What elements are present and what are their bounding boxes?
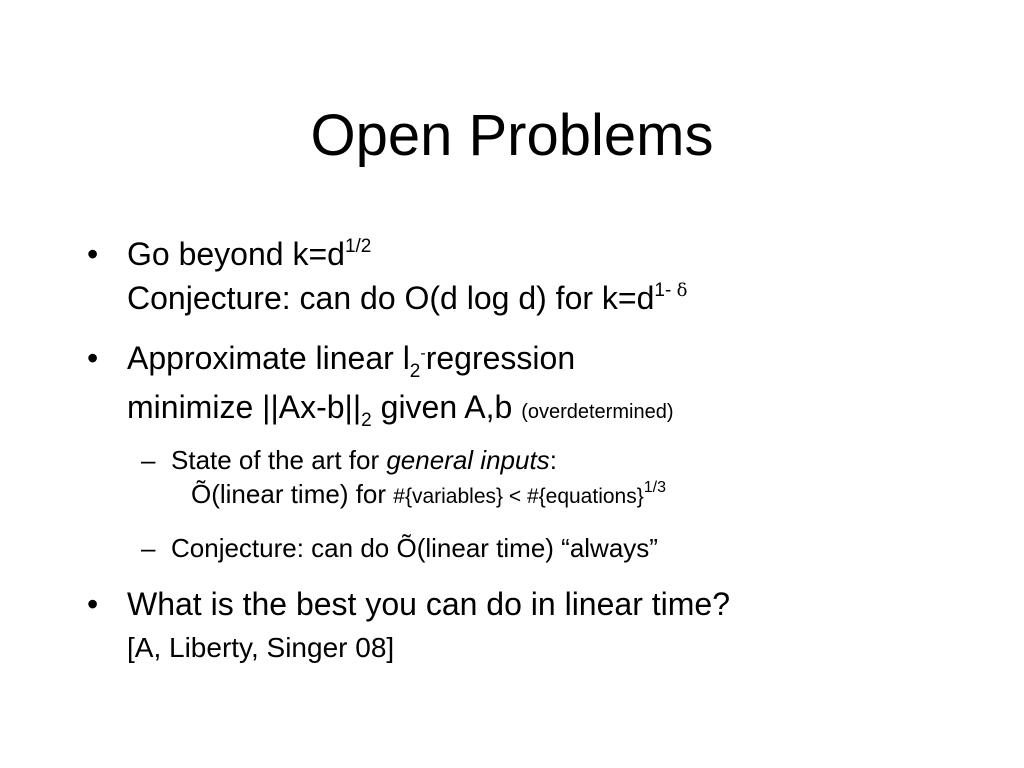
bullet-linear-time bbox=[87, 584, 730, 668]
superscript: 1/2 bbox=[344, 236, 372, 257]
subbullet-text: State of the art for bbox=[171, 445, 387, 475]
bullet-go-beyond bbox=[87, 234, 688, 318]
subscript: 2 bbox=[361, 410, 372, 431]
bullet-text: Go beyond k=d bbox=[127, 236, 345, 272]
bullet-text: What is the best you can do in linear time? bbox=[127, 586, 730, 622]
bullet-text: regression bbox=[425, 340, 576, 376]
emphasis-text: general inputs bbox=[386, 445, 550, 475]
bullet-text: Approximate linear l bbox=[127, 340, 410, 376]
superscript-text: 1- bbox=[654, 280, 677, 301]
dash-marker: – bbox=[141, 445, 156, 475]
subbullet-line bbox=[171, 443, 666, 477]
slide-title: Open Problems bbox=[310, 103, 714, 168]
bullet-text: Conjecture: can do O(d log d) for k=d bbox=[127, 280, 655, 316]
bullet-text: given A,b bbox=[371, 389, 522, 425]
superscript bbox=[654, 280, 687, 301]
delta-symbol: δ bbox=[676, 280, 688, 301]
subbullet-line bbox=[171, 477, 666, 514]
bullet-line bbox=[127, 234, 687, 274]
subscript: 2 bbox=[409, 361, 421, 382]
dash-marker: – bbox=[141, 533, 156, 563]
subbullet-conjecture bbox=[141, 531, 658, 565]
bullet-marker: • bbox=[87, 340, 99, 376]
bullet-line bbox=[127, 584, 730, 624]
bullet-approximate-regression bbox=[87, 338, 674, 432]
superscript: 1/3 bbox=[643, 479, 666, 496]
parenthetical-note: (overdetermined) bbox=[521, 401, 674, 423]
subbullet-text: Õ(linear time) for bbox=[191, 479, 394, 509]
superscript: - bbox=[420, 345, 426, 362]
bullet-marker: • bbox=[87, 236, 99, 272]
bullet-text: minimize ||Ax-b|| bbox=[127, 389, 362, 425]
subbullet-state-of-art bbox=[141, 443, 666, 514]
bullet-line bbox=[127, 387, 673, 432]
bullet-line bbox=[127, 278, 687, 318]
subbullet-text: : bbox=[549, 445, 557, 475]
subbullet-text: Conjecture: can do Õ(linear time) “always” bbox=[171, 533, 658, 563]
citation: [A, Liberty, Singer 08] bbox=[127, 632, 395, 663]
bullet-marker: • bbox=[87, 586, 99, 622]
inequality-text: #{variables} < #{equations} bbox=[393, 485, 644, 508]
bullet-line bbox=[127, 338, 673, 382]
